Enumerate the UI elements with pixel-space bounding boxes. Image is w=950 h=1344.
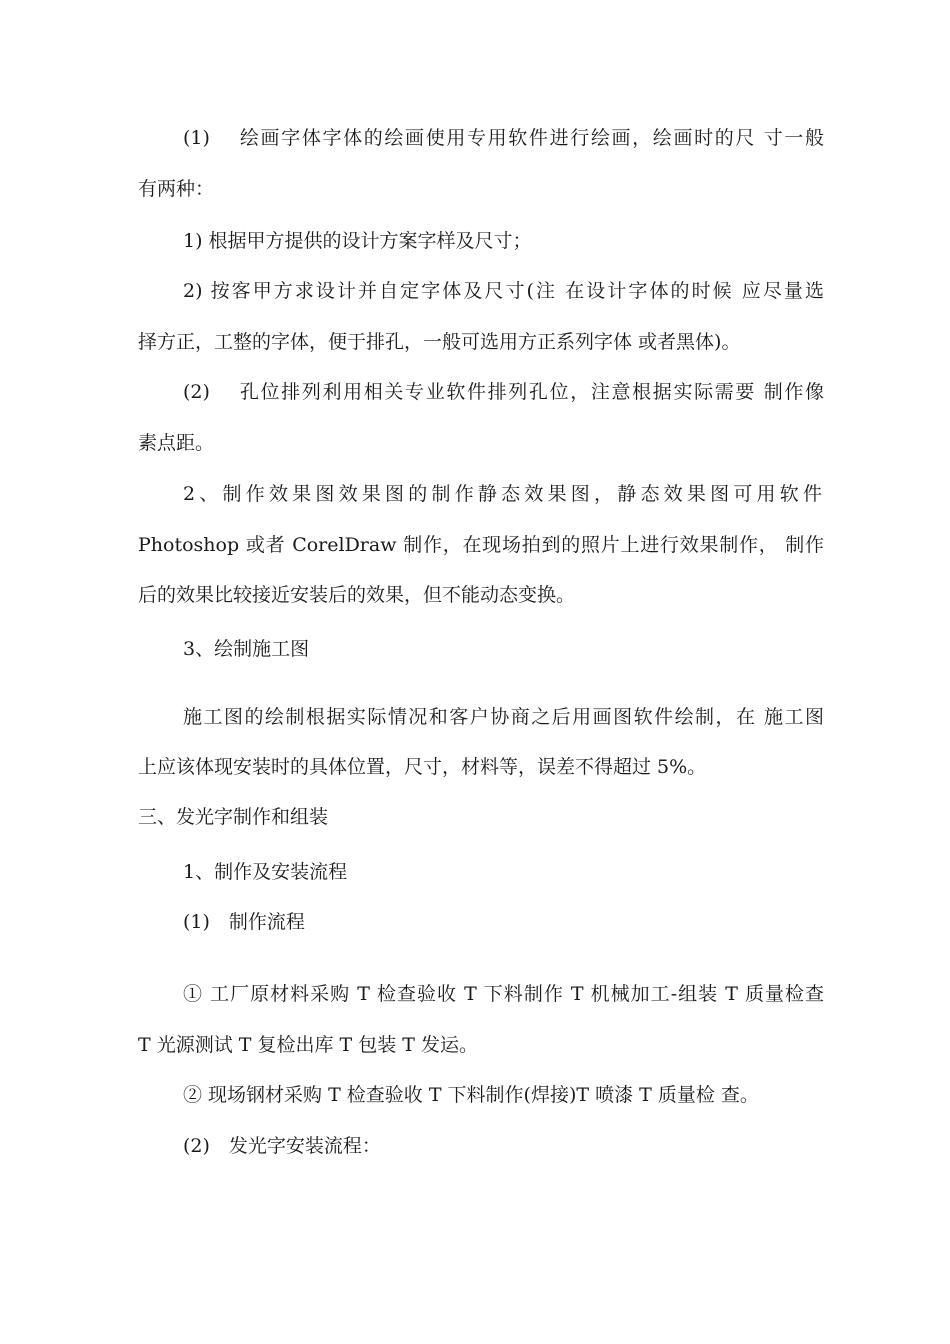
paragraph-5-line-2: Photoshop 或者 CorelDraw 制作，在现场拍到的照片上进行效果制作， 制作 bbox=[138, 534, 824, 556]
installation-process-heading: (2) 发光字安装流程： bbox=[183, 1135, 381, 1157]
paragraph-1-line-2: 有两种： bbox=[138, 178, 215, 200]
paragraph-7-line-2: 上应该体现安装时的具体位置，尺寸，材料等，误差不得超过 5%。 bbox=[138, 756, 707, 778]
paragraph-6-line-1: 3、绘制施工图 bbox=[183, 638, 310, 660]
subsection-heading: 1、制作及安装流程 bbox=[183, 861, 348, 883]
paragraph-3-line-1: 2) 按客甲方求设计并自定字体及尺寸(注 在设计字体的时候 应尽量选 bbox=[183, 280, 824, 302]
production-process-heading: (1) 制作流程 bbox=[183, 911, 305, 933]
site-process-line: ② 现场钢材采购 T 检查验收 T 下料制作(焊接)T 喷漆 T 质量检 查。 bbox=[183, 1084, 759, 1106]
paragraph-7-line-1: 施工图的绘制根据实际情况和客户协商之后用画图软件绘制，在 施工图 bbox=[183, 706, 824, 728]
paragraph-3-line-2: 择方正，工整的字体，便于排孔，一般可选用方正系列字体 或者黑体)。 bbox=[138, 331, 741, 353]
paragraph-5-line-1: 2、制作效果图效果图的制作静态效果图，静态效果图可用软件 bbox=[183, 483, 824, 505]
paragraph-4-line-2: 素点距。 bbox=[138, 432, 215, 454]
paragraph-2-line-1: 1) 根据甲方提供的设计方案字样及尺寸； bbox=[183, 230, 532, 252]
section-heading: 三、发光字制作和组装 bbox=[138, 806, 329, 828]
paragraph-5-line-3: 后的效果比较接近安装后的效果，但不能动态变换。 bbox=[138, 584, 576, 606]
paragraph-4-line-1: (2) 孔位排列利用相关专业软件排列孔位，注意根据实际需要 制作像 bbox=[183, 381, 824, 403]
paragraph-1-line-1: (1) 绘画字体字体的绘画使用专用软件进行绘画，绘画时的尺 寸一般 bbox=[183, 127, 824, 149]
factory-process-line-1: ① 工厂原材料采购 T 检查验收 T 下料制作 T 机械加工-组装 T 质量检查 bbox=[183, 983, 824, 1005]
factory-process-line-2: T 光源测试 T 复检出库 T 包装 T 发运。 bbox=[138, 1034, 478, 1056]
